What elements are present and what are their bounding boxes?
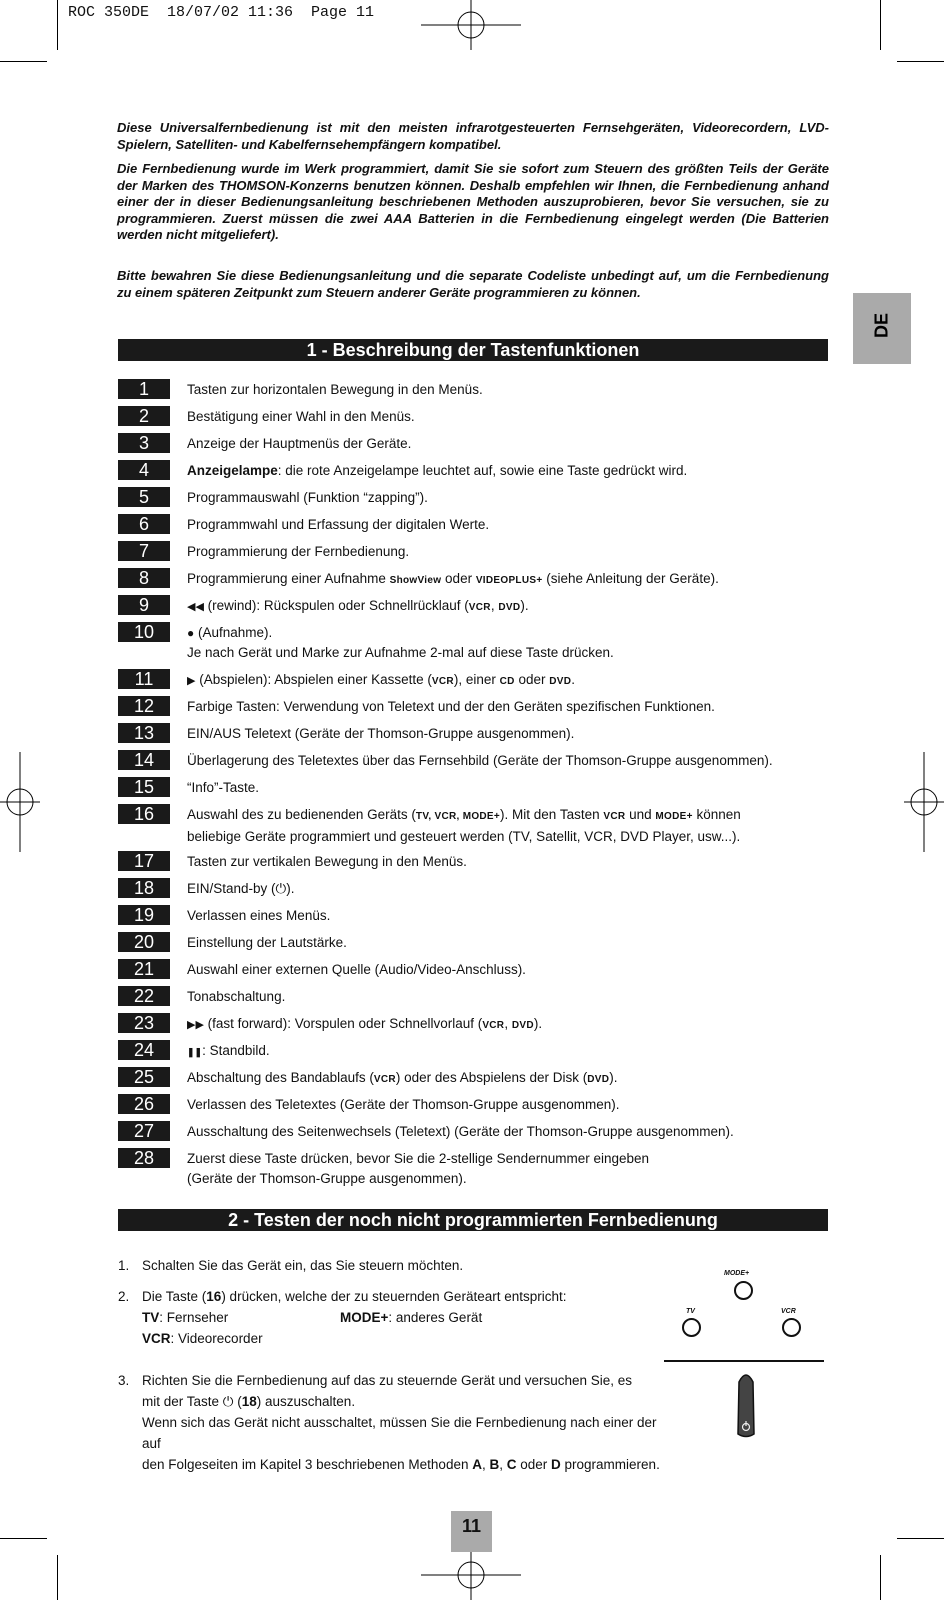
key-number: 10 bbox=[118, 622, 170, 642]
key-description bbox=[187, 623, 847, 663]
mode-button-label: MODE+ bbox=[724, 1270, 750, 1277]
key-text: : die rote Anzeigelampe leuchtet auf, sowie eine Taste gedrückt wird. bbox=[277, 463, 688, 478]
crop-mark bbox=[57, 0, 58, 50]
key-number: 26 bbox=[118, 1094, 170, 1114]
device-label: DVD bbox=[587, 1074, 610, 1085]
vcr-button bbox=[782, 1318, 801, 1337]
key-number: 11 bbox=[118, 669, 170, 689]
key-number: 4 bbox=[118, 460, 170, 480]
key-number: 25 bbox=[118, 1067, 170, 1087]
crop-mark bbox=[880, 0, 881, 50]
key-text: (fast forward): Vorspulen oder Schnellvorlauf ( bbox=[203, 1016, 483, 1031]
key-number: 7 bbox=[118, 541, 170, 561]
device-label: DVD bbox=[498, 602, 521, 613]
step-text: , bbox=[481, 1457, 490, 1472]
tv-button bbox=[682, 1318, 701, 1337]
method-ref: A bbox=[472, 1457, 482, 1472]
device-mode-label: MODE+ bbox=[340, 1310, 389, 1325]
key-number: 15 bbox=[118, 777, 170, 797]
key-description: “Info”-Taste. bbox=[187, 780, 260, 795]
key-description: Programmwahl und Erfassung der digitalen Werte. bbox=[187, 517, 490, 532]
key-text: : Standbild. bbox=[202, 1043, 270, 1058]
key-description: Überlagerung des Teletextes über das Fernsehbild (Geräte der Thomson-Gruppe ausgenommen). bbox=[187, 753, 773, 768]
device-label: DVD bbox=[511, 1020, 534, 1031]
step-key-ref: 18 bbox=[241, 1394, 257, 1409]
crop-mark bbox=[880, 1555, 881, 1600]
device-label: CD bbox=[499, 676, 515, 687]
fast-forward-icon: ▶▶ bbox=[187, 1019, 204, 1031]
step-text bbox=[142, 1286, 662, 1349]
key-description: Auswahl einer externen Quelle (Audio/Video-Anschluss). bbox=[187, 962, 526, 977]
registration-mark-left bbox=[0, 752, 40, 852]
key-description bbox=[187, 1041, 847, 1062]
crop-mark bbox=[0, 1538, 47, 1539]
key-description: Ausschaltung des Seitenwechsels (Teletext) (Geräte der Thomson-Gruppe ausgenommen). bbox=[187, 1124, 734, 1139]
key-text: ). bbox=[520, 598, 529, 613]
key-text: ), einer bbox=[453, 672, 500, 687]
device-label: VCR bbox=[431, 676, 454, 687]
videoplus-logo: VIDEOPLUS+ bbox=[475, 575, 543, 586]
print-slug: ROC 350DE 18/07/02 11:36 Page 11 bbox=[68, 4, 375, 21]
step-text: Die Taste ( bbox=[142, 1289, 207, 1304]
step-text: mit der Taste bbox=[142, 1394, 223, 1409]
key-number: 21 bbox=[118, 959, 170, 979]
intro-paragraph: Diese Universalfernbedienung ist mit den meisten infrarotgesteuerten Fernsehgeräten, Videorecordern, LVD-Spielern, Satelliten- und Kabelfernsehempfängern kompatibel. bbox=[117, 120, 829, 152]
key-description bbox=[187, 569, 847, 591]
key-text: ). bbox=[286, 881, 295, 896]
key-number: 6 bbox=[118, 514, 170, 534]
key-number: 24 bbox=[118, 1040, 170, 1060]
key-number: 5 bbox=[118, 487, 170, 507]
section-heading: 1 - Beschreibung der Tastenfunktionen bbox=[118, 339, 828, 361]
key-text: (rewind): Rückspulen oder Schnellrücklauf ( bbox=[203, 598, 469, 613]
step-number: 3. bbox=[118, 1373, 130, 1388]
mode-button bbox=[734, 1281, 753, 1300]
device-tv-label: TV bbox=[142, 1310, 160, 1325]
record-icon: ● bbox=[187, 626, 195, 640]
device-tv-desc: : Fernseher bbox=[159, 1310, 229, 1325]
key-text: EIN/Stand-by ( bbox=[187, 881, 276, 896]
key-description: Verlassen des Teletextes (Geräte der Thomson-Gruppe ausgenommen). bbox=[187, 1097, 620, 1112]
power-button-icon bbox=[734, 1370, 758, 1440]
key-description: Verlassen eines Menüs. bbox=[187, 908, 331, 923]
key-description bbox=[187, 879, 847, 899]
intro-paragraph: Die Fernbedienung wurde im Werk programmiert, damit Sie sie sofort zum Steuern des größten Teils der Geräte der Marken des THOMSON-Konzerns benutzen können. Deshalb empfehlen wir Ihnen, die Fernbedienung anhand einer der in dieser Bedienungsanleitung beschriebenen Methoden auszuprobieren, bevor Sie versuchen, sie zu programmieren. Zuerst müssen die zwei AAA Batterien in die Fernbedienung eingelegt werden (Die Batterien werden nicht mitgeliefert). bbox=[117, 161, 829, 242]
key-description: Programmauswahl (Funktion “zapping”). bbox=[187, 490, 428, 505]
key-description: Tasten zur horizontalen Bewegung in den Menüs. bbox=[187, 382, 483, 397]
device-vcr-label: VCR bbox=[142, 1331, 171, 1346]
key-text: und bbox=[625, 807, 656, 822]
tv-button-label: TV bbox=[686, 1308, 695, 1315]
remote-illustration bbox=[662, 1265, 832, 1445]
key-number: 3 bbox=[118, 433, 170, 453]
power-icon: ⏻ bbox=[222, 1394, 234, 1409]
step-text: den Folgeseiten im Kapitel 3 beschriebenen Methoden bbox=[142, 1457, 473, 1472]
key-text: (siehe Anleitung der Geräte). bbox=[542, 571, 719, 586]
device-label: TV, VCR, MODE+ bbox=[415, 811, 501, 822]
key-text: Je nach Gerät und Marke zur Aufnahme 2-mal auf diese Taste drücken. bbox=[187, 645, 614, 660]
key-text: , bbox=[504, 1016, 512, 1031]
device-label: DVD bbox=[549, 676, 572, 687]
key-text: beliebige Geräte programmiert und gesteuert werden (TV, Satellit, VCR, DVD Player, usw...). bbox=[187, 829, 741, 844]
key-description: Einstellung der Lautstärke. bbox=[187, 935, 347, 950]
pause-icon: ❚❚ bbox=[187, 1047, 203, 1057]
key-number: 1 bbox=[118, 379, 170, 399]
key-term: Anzeigelampe bbox=[187, 463, 278, 478]
key-number: 22 bbox=[118, 986, 170, 1006]
crop-mark bbox=[897, 1538, 944, 1539]
key-description bbox=[187, 1014, 847, 1036]
key-text: Auswahl des zu bedienenden Geräts ( bbox=[187, 807, 416, 822]
step-text: ( bbox=[233, 1394, 242, 1409]
step-text: Wenn sich das Gerät nicht ausschaltet, müssen Sie die Fernbedienung nach einer der auf bbox=[142, 1415, 657, 1451]
step-text bbox=[142, 1370, 662, 1475]
divider bbox=[664, 1360, 824, 1362]
step-key-ref: 16 bbox=[206, 1289, 222, 1304]
device-label: VCR bbox=[373, 1074, 396, 1085]
rewind-icon: ◀◀ bbox=[187, 601, 204, 613]
key-description: Tonabschaltung. bbox=[187, 989, 286, 1004]
showview-logo: ShowView bbox=[389, 575, 442, 586]
device-label: MODE+ bbox=[655, 811, 693, 822]
registration-mark-top bbox=[421, 0, 521, 60]
key-text: Abschaltung des Bandablaufs ( bbox=[187, 1070, 374, 1085]
page-number: 11 bbox=[451, 1511, 492, 1552]
key-description bbox=[187, 805, 847, 847]
key-number: 20 bbox=[118, 932, 170, 952]
intro-paragraph: Bitte bewahren Sie diese Bedienungsanleitung und die separate Codeliste unbedingt auf, um die Fernbedienung zu einem späteren Zeitpunkt zum Steuern anderer Geräte programmieren zu können. bbox=[117, 268, 829, 300]
key-number: 12 bbox=[118, 696, 170, 716]
key-text: oder bbox=[514, 672, 550, 687]
key-description: Tasten zur vertikalen Bewegung in den Menüs. bbox=[187, 854, 467, 869]
key-text: ). Mit den Tasten bbox=[500, 807, 604, 822]
key-text: ) oder des Abspielens der Disk ( bbox=[395, 1070, 588, 1085]
key-number: 2 bbox=[118, 406, 170, 426]
device-vcr-desc: : Videorecorder bbox=[170, 1331, 263, 1346]
key-description bbox=[187, 596, 847, 618]
key-description: Farbige Tasten: Verwendung von Teletext und der den Geräten spezifischen Funktionen. bbox=[187, 699, 715, 714]
key-number: 13 bbox=[118, 723, 170, 743]
key-text: oder bbox=[441, 571, 476, 586]
step-text: programmieren. bbox=[560, 1457, 660, 1472]
key-text: , bbox=[490, 598, 499, 613]
key-number: 18 bbox=[118, 878, 170, 898]
key-text: (Abspielen): Abspielen einer Kassette ( bbox=[195, 672, 432, 687]
key-text: Zuerst diese Taste drücken, bevor Sie die 2-stellige Sendernummer eingeben bbox=[187, 1151, 650, 1166]
key-description bbox=[187, 461, 847, 481]
key-number: 16 bbox=[118, 804, 170, 824]
device-label: VCR bbox=[468, 602, 491, 613]
step-text: ) drücken, welche der zu steuernden Geräteart entspricht: bbox=[221, 1289, 567, 1304]
key-description: Anzeige der Hauptmenüs der Geräte. bbox=[187, 436, 412, 451]
crop-mark bbox=[57, 1555, 58, 1600]
key-description: Bestätigung einer Wahl in den Menüs. bbox=[187, 409, 415, 424]
section-heading: 2 - Testen der noch nicht programmierten Fernbedienung bbox=[118, 1209, 828, 1231]
method-ref: C bbox=[506, 1457, 517, 1472]
key-text: (Geräte der Thomson-Gruppe ausgenommen). bbox=[187, 1171, 467, 1186]
key-description bbox=[187, 670, 847, 692]
step-text: oder bbox=[516, 1457, 552, 1472]
vcr-button-label: VCR bbox=[781, 1308, 796, 1315]
key-description: EIN/AUS Teletext (Geräte der Thomson-Gruppe ausgenommen). bbox=[187, 726, 575, 741]
step-number: 2. bbox=[118, 1289, 130, 1304]
key-number: 9 bbox=[118, 595, 170, 615]
key-number: 27 bbox=[118, 1121, 170, 1141]
key-text: Programmierung einer Aufnahme bbox=[187, 571, 390, 586]
key-number: 8 bbox=[118, 568, 170, 588]
key-description bbox=[187, 1068, 847, 1090]
key-text: ). bbox=[533, 1016, 543, 1031]
method-ref: B bbox=[489, 1457, 500, 1472]
step-text: , bbox=[499, 1457, 507, 1472]
key-number: 17 bbox=[118, 851, 170, 871]
language-tab-label: DE bbox=[871, 313, 892, 339]
key-text: (Aufnahme). bbox=[194, 625, 273, 640]
power-icon: ⏻ bbox=[275, 881, 287, 896]
key-text: . bbox=[571, 672, 576, 687]
device-mode-entry bbox=[340, 1307, 482, 1328]
registration-mark-right bbox=[904, 752, 944, 852]
step-text: Richten Sie die Fernbedienung auf das zu steuernde Gerät und versuchen Sie, es bbox=[142, 1373, 633, 1388]
play-icon: ▶ bbox=[187, 675, 196, 687]
key-number: 23 bbox=[118, 1013, 170, 1033]
step-text: ) auszuschalten. bbox=[256, 1394, 356, 1409]
key-number: 14 bbox=[118, 750, 170, 770]
step-number: 1. bbox=[118, 1258, 130, 1273]
method-ref: D bbox=[551, 1457, 561, 1472]
device-label: VCR bbox=[482, 1020, 505, 1031]
language-tab bbox=[853, 293, 911, 364]
step-text: Schalten Sie das Gerät ein, das Sie steuern möchten. bbox=[142, 1258, 464, 1273]
key-text: können bbox=[692, 807, 741, 822]
key-description bbox=[187, 1149, 847, 1189]
crop-mark bbox=[897, 61, 944, 62]
device-mode-desc: : anderes Gerät bbox=[388, 1310, 483, 1325]
registration-mark-bottom bbox=[421, 1545, 521, 1600]
crop-mark bbox=[0, 61, 47, 62]
key-number: 19 bbox=[118, 905, 170, 925]
key-text: ). bbox=[609, 1070, 618, 1085]
device-label: VCR bbox=[603, 811, 626, 822]
key-description: Programmierung der Fernbedienung. bbox=[187, 544, 410, 559]
key-number: 28 bbox=[118, 1148, 170, 1168]
